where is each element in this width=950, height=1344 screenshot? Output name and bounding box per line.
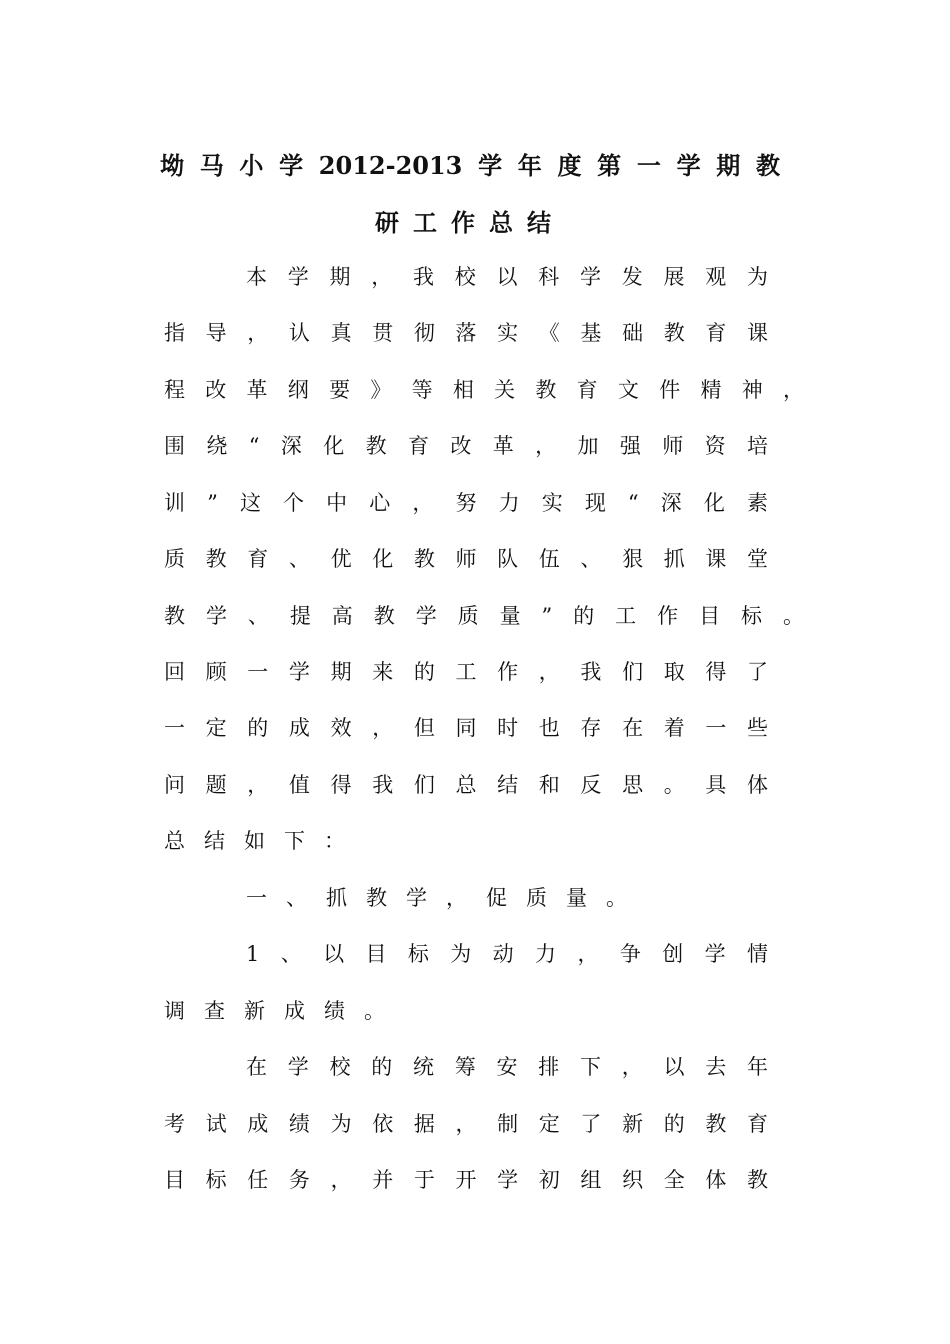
document-title-line-2: 研工作总结 [375, 208, 565, 237]
paragraph-line: 在学校的统筹安排下，以去年 [246, 1055, 768, 1079]
paragraph-line: 回顾一学期来的工作，我们取得了 [164, 660, 768, 684]
paragraph-line: 质教育、优化教师队伍、狠抓课堂 [164, 547, 768, 571]
paragraph-line: 训”这个中心，努力实现“深化素 [164, 491, 768, 515]
paragraph-line: 教学、提高教学质量”的工作目标。 [164, 604, 804, 628]
section-heading: 一、抓教学，促质量。 [246, 886, 646, 910]
paragraph-line: 考试成绩为依据，制定了新的教育 [164, 1112, 768, 1136]
subsection-heading: 1、以目标为动力，争创学情 [246, 942, 768, 966]
paragraph-line: 问题，值得我们总结和反思。具体 [164, 773, 768, 797]
paragraph-line: 程改革纲要》等相关教育文件精神， [164, 378, 804, 402]
document-title-line-1: 坳马小学2012-2013学年度第一学期教 [160, 151, 780, 180]
paragraph-line: 围绕“深化教育改革，加强师资培 [164, 434, 768, 458]
paragraph-line: 一定的成效，但同时也存在着一些 [164, 716, 768, 740]
paragraph-line: 指导，认真贯彻落实《基础教育课 [164, 321, 768, 345]
paragraph-line: 目标任务，并于开学初组织全体教 [164, 1168, 768, 1192]
subsection-heading-cont: 调查新成绩。 [164, 999, 404, 1023]
paragraph-line: 总结如下： [164, 829, 364, 853]
paragraph-line: 本学期，我校以科学发展观为 [246, 265, 768, 289]
